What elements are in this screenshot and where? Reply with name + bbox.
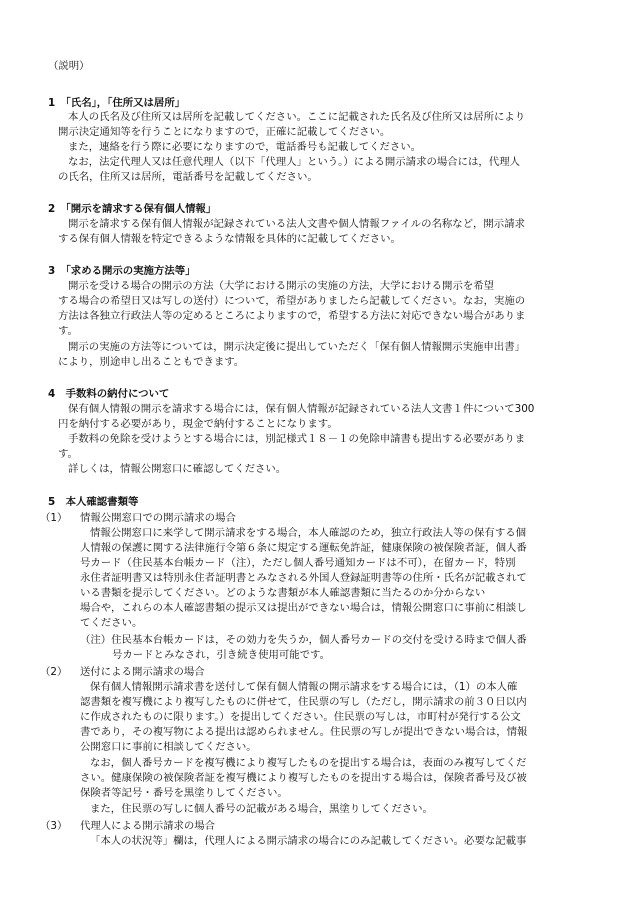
subsection-2-line: さい。健康保険の被保険者証を複写機により複写したものを提出する場合は，保険者番号及び被	[80, 772, 527, 784]
section-3-line: する場合の希望日又は写しの送付）について，希望がありましたら記載してください。なお，実施の	[58, 295, 526, 307]
section-3-line: 方法は各独立行政法人等の定めるところによりますので，希望する方法に対応できない場合がありま	[58, 310, 526, 322]
subsection-2-line: に作成されたものに限ります。）を提出してください。住民票の写しは，市町村が発行する公文	[80, 711, 521, 723]
subsection-1-note: 号カードとみなされ，引き続き使用可能です。	[112, 649, 330, 661]
section-1-line: 本人の氏名及び住所又は居所を記載してください。ここに記載された氏名及び住所又は居所により	[68, 111, 526, 123]
subsection-1-title: 情報公開窓口での開示請求の場合	[80, 512, 236, 524]
subsection-1-line: 永住者証明書又は特別永住者証明書とみなされる外国人登録証明書等の住所・氏名が記載されて	[80, 572, 527, 584]
subsection-1-line: いる書類を提示してください。どのような書類が本人確認書類に当たるのか分からない	[80, 587, 486, 599]
section-1-line: 開示決定通知等を行うことになりますので，正確に記載してください。	[58, 126, 391, 138]
section-5-heading: 5 本人確認書類等	[48, 496, 139, 508]
subsection-2-line: 公開窓口に事前に相談してください。	[80, 741, 257, 753]
section-3-line: 開示を受ける場合の開示の方法（大学における開示の実施の方法，大学における開示を希望	[68, 280, 495, 292]
subsection-2-line: なお，個人番号カードを複写機により複写したものを提出する場合は，表面のみ複写してくだ	[90, 757, 527, 769]
section-3-line: により，別途申し出ることもできます。	[58, 356, 245, 368]
subsection-2-line: 認書類を複写機により複写したものに併せて，住民票の写し（ただし，開示請求の前３０日以内	[80, 696, 527, 708]
section-2-line: 開示を請求する保有個人情報が記録されている法人文書や個人情報ファイルの名称など，開示請求	[68, 218, 525, 230]
subsection-2-number: （2）	[40, 666, 68, 678]
explanation-label: （説明）	[48, 60, 90, 72]
subsection-2-line: また，住民票の写しに個人番号の記載がある場合，黒塗りしてください。	[90, 803, 433, 815]
subsection-1-line: 号カード（住民基本台帳カード（注），ただし個人番号通知カードは不可），在留カード，特別	[80, 557, 516, 569]
subsection-2-title: 送付による開示請求の場合	[80, 666, 205, 678]
section-1-line: また，連絡を行う際に必要になりますので，電話番号も記載してください。	[68, 141, 422, 153]
subsection-1-line: てください。	[80, 617, 143, 629]
section-2-heading: 2 「開示を請求する保有個人情報」	[48, 203, 217, 215]
section-3-line: 開示の実施の方法等については，開示決定後に提出していただく「保有個人情報開示実施申出書」	[68, 341, 525, 353]
subsection-1-line: 人情報の保護に関する法律施行令第６条に規定する運転免許証，健康保険の被保険者証，個人番	[80, 542, 527, 554]
section-4-line: 円を納付する必要があり，現金で納付することになります。	[58, 418, 338, 430]
section-4-heading: 4 手数料の納付について	[48, 388, 170, 400]
subsection-1-number: （1）	[40, 512, 68, 524]
subsection-1-line: 場合や，これらの本人確認書類の提示又は提出ができない場合は，情報公開窓口に事前に相談し	[80, 602, 527, 614]
section-2-line: する保有個人情報を特定できるような情報を具体的に記載してください。	[58, 233, 401, 245]
subsection-3-line: 「本人の状況等」欄は，代理人による開示請求の場合にのみ記載してください。必要な記載事	[90, 835, 527, 847]
subsection-3-number: （3）	[40, 820, 68, 832]
subsection-3-title: 代理人による開示請求の場合	[80, 820, 216, 832]
section-4-line: 詳しくは，情報公開窓口に確認してください。	[68, 463, 287, 475]
section-3-line: す。	[58, 325, 78, 337]
section-3-heading: 3 「求める開示の実施方法等」	[48, 265, 196, 277]
subsection-2-line: 保有個人情報開示請求書を送付して保有個人情報の開示請求をする場合には，（1）の本人確	[90, 681, 518, 693]
subsection-2-line: 保険者等記号・番号を黒塗りしてください。	[80, 787, 288, 799]
subsection-2-line: 書であり，その複写物による提出は認められません。住民票の写しが提出できない場合は，情報	[80, 726, 528, 738]
section-1-line: の氏名，住所又は居所，電話番号を記載してください。	[58, 171, 318, 183]
subsection-1-note: （注）住民基本台帳カードは，その効力を失うか，個人番号カードの交付を受ける時まで個人番	[80, 634, 527, 646]
section-4-line: す。	[58, 448, 78, 460]
section-4-line: 手数料の免除を受けようとする場合には，別記様式１８－１の免除申請書も提出する必要がありま	[68, 433, 526, 445]
section-1-line: なお，法定代理人又は任意代理人（以下「代理人」という。）による開示請求の場合には，代理人	[68, 156, 520, 168]
subsection-1-line: 情報公開窓口に来学して開示請求をする場合，本人確認のため，独立行政法人等の保有する個	[90, 527, 526, 539]
section-4-line: 保有個人情報の開示を請求する場合には，保有個人情報が記録されている法人文書１件について300	[68, 403, 535, 415]
section-1-heading: 1 「氏名」，「住所又は居所」	[48, 97, 186, 109]
